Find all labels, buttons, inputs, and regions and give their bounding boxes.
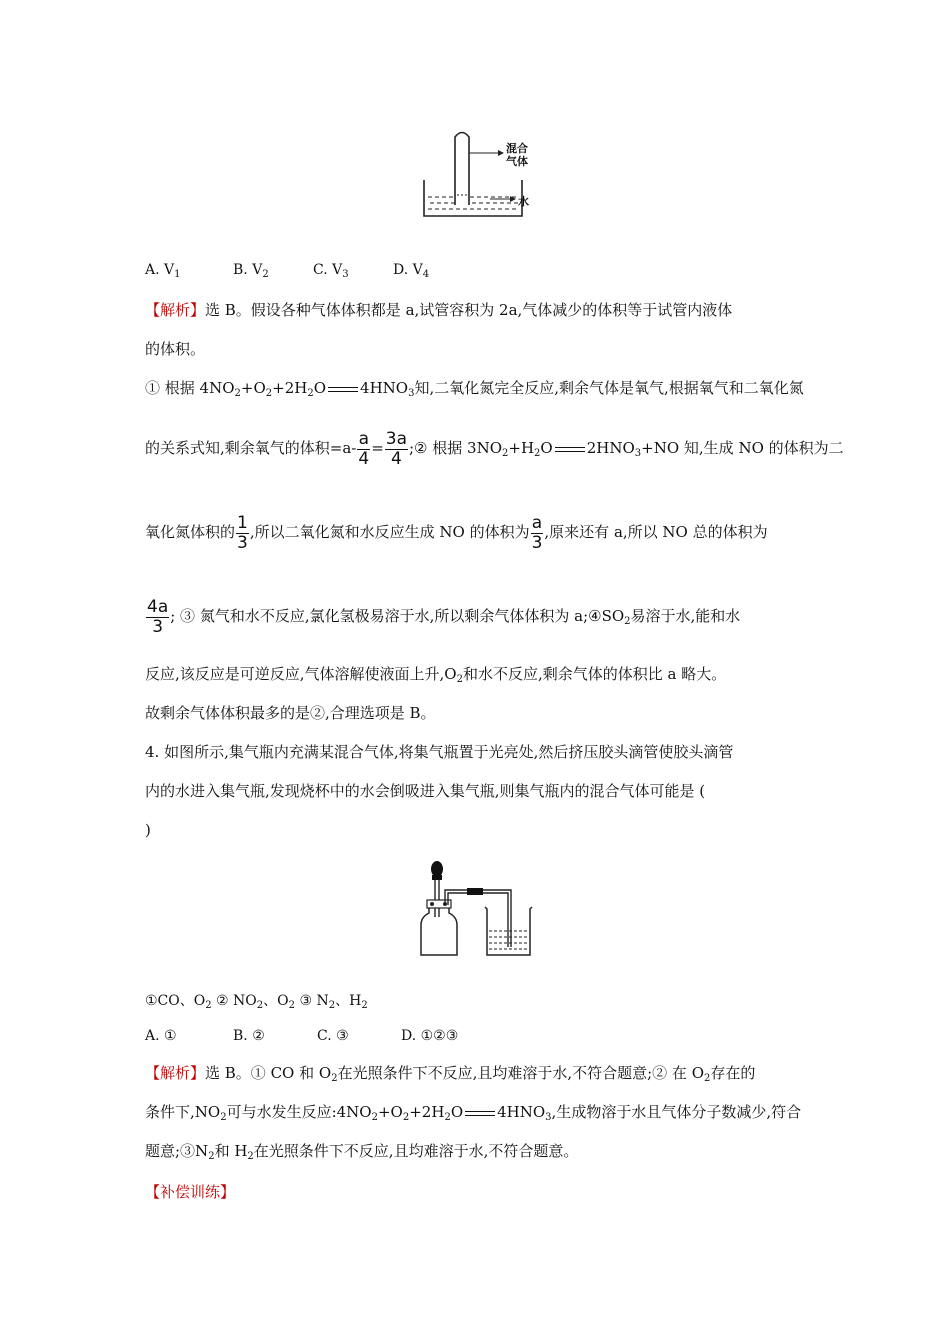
equals-sign xyxy=(555,447,585,452)
q4-stem-line-3: ) xyxy=(145,821,151,839)
q3-analysis-line-8: 故剩余气体体积最多的是②,合理选项是 B。 xyxy=(145,704,436,722)
q3-analysis-line-6: $\frac{4a}{3}$ ; ③ 氮气和水不反应,氯化氢极易溶于水,所以剩余气体体积为 $a;④SO_2$易溶于水,能和水 xyxy=(147,596,741,637)
q4-stem-line-1: 4. 如图所示,集气瓶内充满某混合气体,将集气瓶置于光亮处,然后挤压胶头滴管使胶头滴管 xyxy=(145,743,734,761)
label-mixed-gas: 混合 气体 xyxy=(506,142,528,168)
fraction-4a-over-3: $\frac{4a}{3}$ xyxy=(147,596,169,637)
q4-stem-line-2: 内的水进入集气瓶,发现烧杯中的水会倒吸进入集气瓶,则集气瓶内的混合气体可能是 ( xyxy=(145,782,706,800)
q4-gas-combos: ①CO、$O_2$ ② $NO_2$、$O_2$ ③ $N_2$、$H_2$ xyxy=(145,993,368,1011)
q3-analysis-line-7: 反应,该反应是可逆反应,气体溶解使液面上升$,O_2$和水不反应,剩余气体的体积比 a 略大。 xyxy=(145,665,727,685)
q3-analysis-line-3: ① 根据 $4NO_2+O_2+2H_2O$ $4HNO_3$知,二氧化氮完全反应,剩余气体是氧气,根据氧气和二氧化氮 xyxy=(145,379,804,399)
q4-analysis-line-3: 题意$;③N_2$和 $H_2$在光照条件下不反应,且均难溶于水,不符合题意。 xyxy=(145,1142,579,1162)
label-water: 水 xyxy=(518,195,529,208)
supplement-heading: 【补偿训练】 xyxy=(145,1183,236,1201)
q3-analysis-line-5: 氧化氮体积的 $\frac{1}{3}$ ,所以二氧化氮和水反应生成 NO 的体积为 $\frac{a}{3}$ ,原来还有 a,所以 NO 总的体积为 xyxy=(145,512,768,553)
q3-analysis-line-1: 【解析】选 B。假设各种气体体积都是 a,试管容积为 2a,气体减少的体积等于试管内液体 xyxy=(145,301,733,319)
fraction-1-over-3: $\frac{1}{3}$ xyxy=(237,512,248,553)
q3-options: A. $V_1$ B. $V_2$ C. $V_3$ D. $V_4$ xyxy=(145,262,430,280)
fraction-a-over-3: $\frac{a}{3}$ xyxy=(531,512,543,553)
q3-analysis-line-2: 的体积。 xyxy=(145,340,206,358)
equals-sign xyxy=(465,1111,495,1116)
q3-analysis-line-4: 的关系式知,剩余氧气的体积=a- $\frac{a}{4}$ = $\frac{3a}{4}$ ;② 根据 $3NO_2+H_2O$ $2HNO_3+NO$ 知,生成 NO 的体积为二 xyxy=(145,428,844,469)
gas-bottle-beaker-diagram xyxy=(415,855,540,960)
q4-analysis-line-1: 【解析】选 B。① CO 和 $O_2$在光照条件下不反应,且均难溶于水,不符合题意;② 在 $O_2$存在的 xyxy=(145,1064,756,1084)
q4-options: A. ① B. ② C. ③ D. ①②③ xyxy=(145,1028,459,1044)
fraction-a-over-4: $\frac{a}{4}$ xyxy=(358,428,370,469)
equals-sign xyxy=(328,387,358,392)
q4-analysis-line-2: 条件下$,NO_2$可与水发生反应$:4NO_2+O_2+2H_2O$ $4HNO_3$,生成物溶于水且气体分子数减少,符合 xyxy=(145,1103,802,1123)
fraction-3a-over-4: $\frac{3a}{4}$ xyxy=(385,428,407,469)
